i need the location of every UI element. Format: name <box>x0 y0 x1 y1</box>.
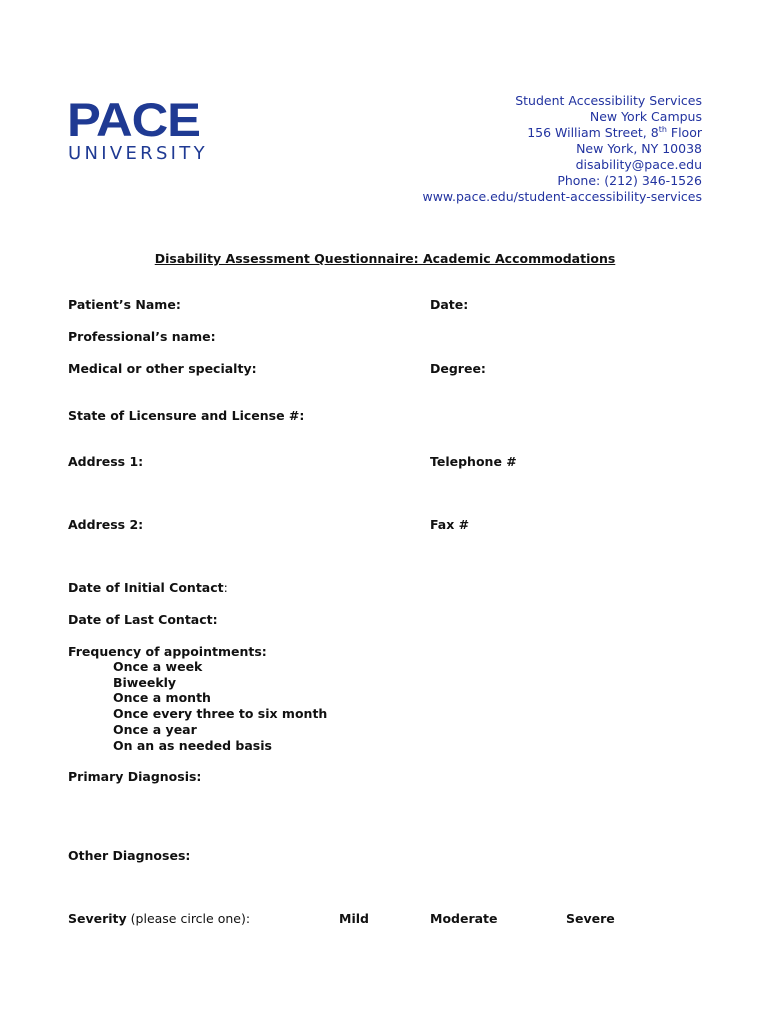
initial-contact-label: Date of Initial Contact: <box>68 580 228 595</box>
severity-label: Severity (please circle one): <box>68 911 251 926</box>
degree-label: Degree: <box>430 361 486 376</box>
contact-phone: Phone: (212) 346-1526 <box>557 173 702 188</box>
contact-email: disability@pace.edu <box>575 157 702 172</box>
frequency-option: Once every three to six month <box>113 706 328 722</box>
fax-label: Fax # <box>430 517 470 532</box>
document-title: Disability Assessment Questionnaire: Academic Accommodations <box>154 251 616 266</box>
frequency-option: Once a week <box>113 659 203 674</box>
street-address: 156 William Street, 8th Floor <box>527 124 702 140</box>
frequency-option: Once a month <box>113 690 211 706</box>
frequency-option: Biweekly <box>113 674 177 690</box>
frequency-label: Frequency of appointments: <box>68 644 267 659</box>
contact-website: www.pace.edu/student-accessibility-services <box>422 189 702 204</box>
address1-label: Address 1: <box>68 454 144 469</box>
contact-block <box>422 93 702 205</box>
patient-name-label: Patient’s Name: <box>68 297 181 312</box>
frequency-options-list <box>113 659 327 753</box>
office-name: Student Accessibility Services <box>515 93 702 108</box>
primary-diagnosis-label: Primary Diagnosis: <box>68 769 202 784</box>
professional-name-label: Professional’s name: <box>68 329 216 344</box>
logo-university-wordmark: UNIVERSITY <box>68 143 208 164</box>
address2-label: Address 2: <box>68 517 144 532</box>
city-state-zip: New York, NY 10038 <box>576 141 702 156</box>
severity-option-moderate: Moderate <box>430 911 498 926</box>
licensure-label: State of Licensure and License #: <box>68 408 305 423</box>
campus-name: New York Campus <box>589 109 702 124</box>
date-label: Date: <box>430 297 469 312</box>
frequency-option: On an as needed basis <box>113 737 272 753</box>
last-contact-label: Date of Last Contact: <box>68 612 218 627</box>
logo-pace-wordmark: PACE <box>67 93 200 146</box>
frequency-option: Once a year <box>113 721 197 737</box>
severity-option-mild: Mild <box>339 911 369 926</box>
severity-option-severe: Severe <box>566 911 615 926</box>
other-diagnoses-label: Other Diagnoses: <box>68 848 191 863</box>
telephone-label: Telephone # <box>430 454 517 469</box>
specialty-label: Medical or other specialty: <box>68 361 257 376</box>
